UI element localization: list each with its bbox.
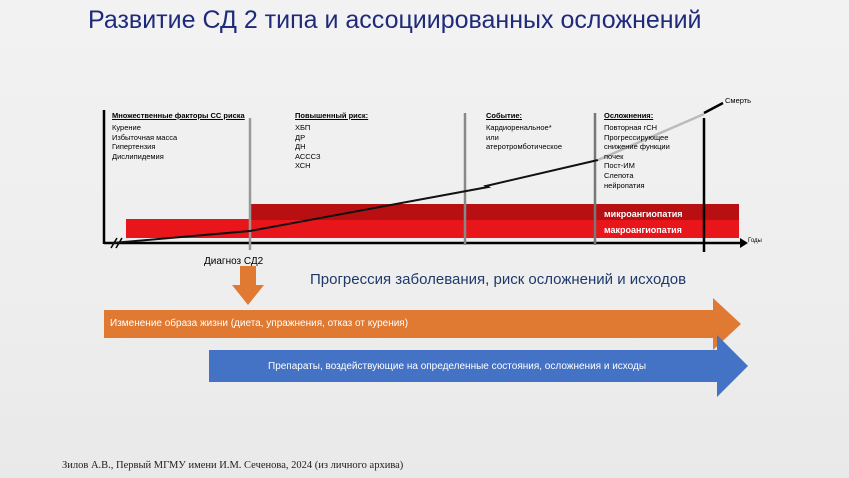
diagnosis-arrow <box>232 266 264 305</box>
drugs-arrow-label: Препараты, воздействующие на определенные состояния, осложнения и исходы <box>268 361 647 372</box>
slide-title: Развитие СД 2 типа и ассоциированных осложнений <box>88 6 702 34</box>
list-item: атеротромботическое <box>486 142 563 152</box>
list-item: Курение <box>112 123 141 132</box>
list-item: Прогрессирующее <box>604 132 669 142</box>
list-item: или <box>486 132 499 142</box>
list-item: Дислипидемия <box>112 151 164 161</box>
list-item: Избыточная масса <box>112 132 178 142</box>
x-axis-label: Годы <box>748 238 762 244</box>
list-item: Слепота <box>604 170 634 180</box>
microangiopathy-label: микроангиопатия <box>604 209 683 219</box>
column-header: Событие: <box>486 111 522 120</box>
list-item: Пост-ИМ <box>604 161 635 171</box>
column-risk-factors <box>112 111 245 161</box>
x-axis-arrowhead <box>740 238 748 248</box>
diagnosis-label: Диагноз СД2 <box>204 256 264 267</box>
list-item: нейропатия <box>604 180 645 190</box>
list-item: Повторная гСН <box>604 123 658 132</box>
column-increased-risk <box>295 111 368 171</box>
list-item: АСССЗ <box>295 151 321 161</box>
list-item: Гипертензия <box>112 142 156 152</box>
list-item: ХСН <box>295 161 311 171</box>
column-event <box>486 111 562 152</box>
column-complications <box>604 111 670 190</box>
list-item: ДР <box>295 132 306 142</box>
risk-line-end <box>704 103 723 113</box>
death-label: Смерть <box>725 96 752 105</box>
progression-heading: Прогрессия заболевания, риск осложнений и исходов <box>310 271 687 288</box>
macroangiopathy-label: макроангиопатия <box>604 225 682 235</box>
list-item: ХБП <box>295 123 311 132</box>
list-item: почек <box>604 151 624 161</box>
column-header: Осложнения: <box>604 111 654 120</box>
citation: Зилов А.В., Первый МГМУ имени И.М. Сеченова, 2024 (из личного архива) <box>62 460 404 471</box>
column-header: Множественные факторы СС риска <box>112 111 245 120</box>
list-item: снижение функции <box>604 142 670 152</box>
list-item: Кардиоренальное* <box>486 123 552 132</box>
list-item: ДН <box>295 142 306 152</box>
column-header: Повышенный риск: <box>295 111 369 120</box>
lifestyle-arrow-label: Изменение образа жизни (диета, упражнения, отказ от курения) <box>110 318 409 329</box>
